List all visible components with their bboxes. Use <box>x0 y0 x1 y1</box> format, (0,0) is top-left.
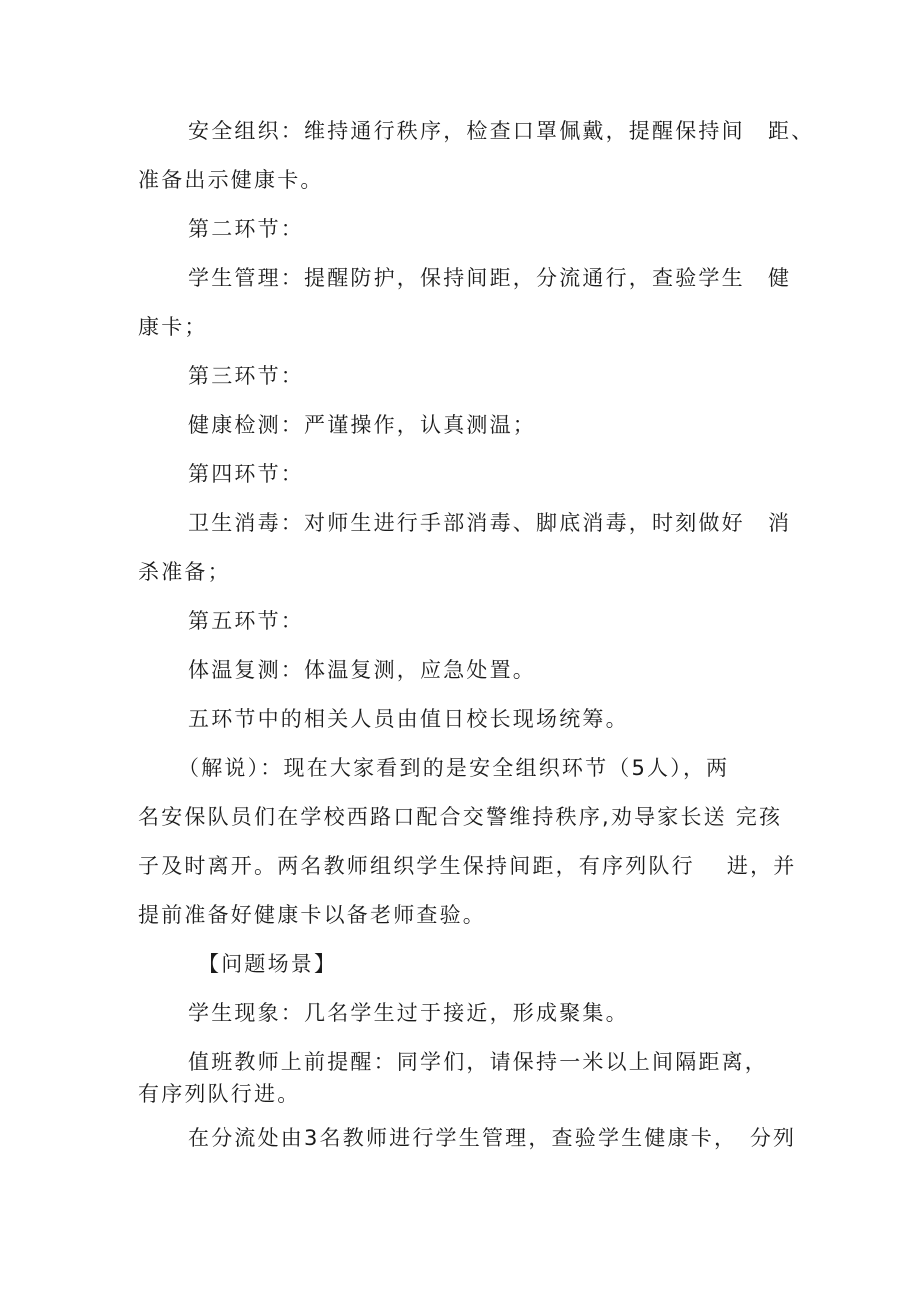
section-heading-problem-scene: 【问题场景】 <box>198 952 338 976</box>
paragraph-line-narration-cont-3: 提前准备好健康卡以备老师查验。 <box>138 903 486 927</box>
paragraph-line-temp-recheck: 体温复测：体温复测，应急处置。 <box>188 658 536 682</box>
section-heading-step-3: 第三环节： <box>188 364 304 388</box>
paragraph-line-diversion: 在分流处由3名教师进行学生管理，查验学生健康卡， 分列 <box>188 1126 797 1150</box>
paragraph-line-narration-cont-2: 子及时离开。两名教师组织学生保持间距，有序列队行 进，并 <box>138 854 797 878</box>
paragraph-line-disinfection: 卫生消毒：对师生进行手部消毒、脚底消毒，时刻做好 消 <box>188 511 792 535</box>
section-heading-step-5: 第五环节： <box>188 609 304 633</box>
paragraph-line-teacher-reminder-cont: 有序列队行进。 <box>138 1082 301 1106</box>
section-heading-step-2: 第二环节： <box>188 217 304 241</box>
paragraph-line-student-mgmt: 学生管理：提醒防护，保持间距，分流通行，查验学生 健 <box>188 266 792 290</box>
paragraph-line-narration: （解说）：现在大家看到的是安全组织环节（5人），两 <box>178 756 730 780</box>
paragraph-line-coordination: 五环节中的相关人员由值日校长现场统筹。 <box>188 707 629 731</box>
paragraph-line-teacher-reminder: 值班教师上前提醒：同学们，请保持一米以上间隔距离， <box>188 1050 768 1074</box>
paragraph-line-safety-org: 安全组织：维持通行秩序，检查口罩佩戴，提醒保持间 距、 <box>188 119 815 143</box>
paragraph-line-safety-org-cont: 准备出示健康卡。 <box>138 168 324 192</box>
paragraph-line-health-check: 健康检测：严谨操作，认真测温； <box>188 413 536 437</box>
paragraph-line-disinfection-cont: 杀准备； <box>138 560 231 584</box>
paragraph-line-student-mgmt-cont: 康卡； <box>138 315 208 339</box>
paragraph-line-student-phenomenon: 学生现象：几名学生过于接近，形成聚集。 <box>188 1001 629 1025</box>
paragraph-line-narration-cont-1: 名安保队员们在学校西路口配合交警维持秩序,劝导家长送 完孩 <box>138 805 783 829</box>
section-heading-step-4: 第四环节： <box>188 462 304 486</box>
